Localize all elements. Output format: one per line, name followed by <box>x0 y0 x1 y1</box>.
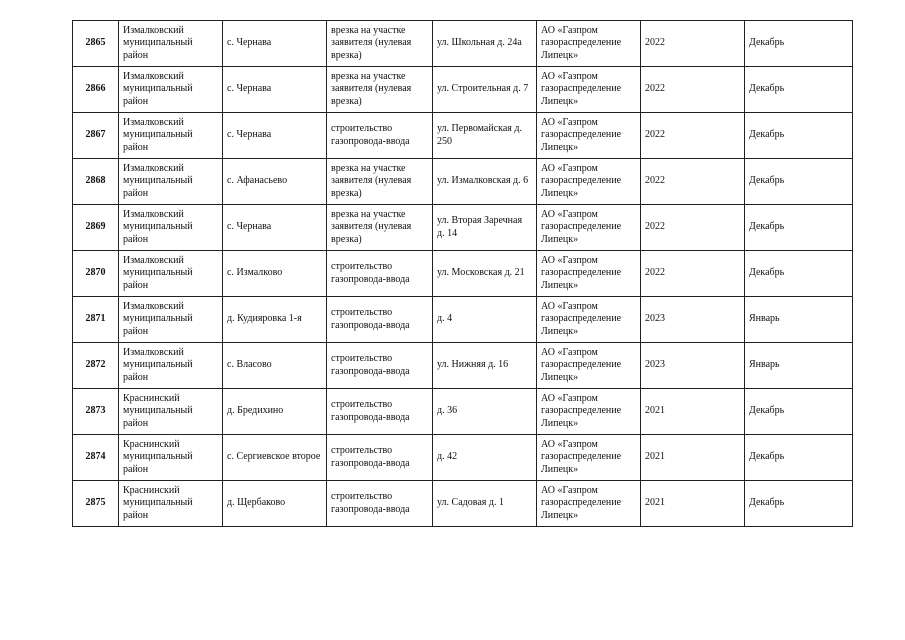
organization-cell: АО «Газпром газораспределение Липецк» <box>537 389 641 435</box>
settlement-cell: д. Щербаково <box>223 481 327 527</box>
month-cell: Декабрь <box>745 159 853 205</box>
address-cell: ул. Измалковская д. 6 <box>433 159 537 205</box>
address-cell: ул. Первомайская д. 250 <box>433 113 537 159</box>
table-row <box>73 251 853 297</box>
organization-cell: АО «Газпром газораспределение Липецк» <box>537 21 641 67</box>
table-row <box>73 297 853 343</box>
row-number-cell: 2867 <box>73 113 119 159</box>
row-number-cell: 2870 <box>73 251 119 297</box>
organization-cell: АО «Газпром газораспределение Липецк» <box>537 67 641 113</box>
table-row <box>73 435 853 481</box>
settlement-cell: д. Бредихино <box>223 389 327 435</box>
month-cell: Декабрь <box>745 205 853 251</box>
table-row <box>73 113 853 159</box>
organization-cell: АО «Газпром газораспределение Липецк» <box>537 113 641 159</box>
district-cell: Измалковский муниципальный район <box>119 251 223 297</box>
row-number-cell: 2875 <box>73 481 119 527</box>
month-cell: Декабрь <box>745 389 853 435</box>
year-cell: 2022 <box>641 251 745 297</box>
month-cell: Декабрь <box>745 21 853 67</box>
district-cell: Измалковский муниципальный район <box>119 67 223 113</box>
table-row <box>73 343 853 389</box>
work-type-cell: врезка на участке заявителя (нулевая врезка) <box>327 205 433 251</box>
year-cell: 2021 <box>641 435 745 481</box>
address-cell: ул. Московская д. 21 <box>433 251 537 297</box>
row-number-cell: 2874 <box>73 435 119 481</box>
table-row <box>73 389 853 435</box>
address-cell: ул. Нижняя д. 16 <box>433 343 537 389</box>
address-cell: д. 4 <box>433 297 537 343</box>
address-cell: ул. Строительная д. 7 <box>433 67 537 113</box>
row-number-cell: 2871 <box>73 297 119 343</box>
table-body <box>73 21 853 527</box>
settlement-cell: с. Афанасьево <box>223 159 327 205</box>
work-type-cell: строительство газопровода-ввода <box>327 435 433 481</box>
month-cell: Декабрь <box>745 251 853 297</box>
work-type-cell: врезка на участке заявителя (нулевая врезка) <box>327 21 433 67</box>
gas-connection-table <box>72 20 853 527</box>
row-number-cell: 2866 <box>73 67 119 113</box>
organization-cell: АО «Газпром газораспределение Липецк» <box>537 159 641 205</box>
row-number-cell: 2865 <box>73 21 119 67</box>
district-cell: Измалковский муниципальный район <box>119 159 223 205</box>
settlement-cell: с. Сергиевское второе <box>223 435 327 481</box>
organization-cell: АО «Газпром газораспределение Липецк» <box>537 435 641 481</box>
district-cell: Измалковский муниципальный район <box>119 21 223 67</box>
work-type-cell: строительство газопровода-ввода <box>327 251 433 297</box>
organization-cell: АО «Газпром газораспределение Липецк» <box>537 343 641 389</box>
table-row <box>73 67 853 113</box>
organization-cell: АО «Газпром газораспределение Липецк» <box>537 251 641 297</box>
work-type-cell: врезка на участке заявителя (нулевая врезка) <box>327 67 433 113</box>
month-cell: Декабрь <box>745 481 853 527</box>
settlement-cell: с. Измалково <box>223 251 327 297</box>
address-cell: д. 42 <box>433 435 537 481</box>
row-number-cell: 2868 <box>73 159 119 205</box>
month-cell: Декабрь <box>745 67 853 113</box>
work-type-cell: строительство газопровода-ввода <box>327 343 433 389</box>
row-number-cell: 2872 <box>73 343 119 389</box>
address-cell: ул. Вторая Заречная д. 14 <box>433 205 537 251</box>
settlement-cell: с. Чернава <box>223 67 327 113</box>
year-cell: 2022 <box>641 205 745 251</box>
year-cell: 2023 <box>641 297 745 343</box>
address-cell: ул. Школьная д. 24а <box>433 21 537 67</box>
month-cell: Январь <box>745 297 853 343</box>
district-cell: Измалковский муниципальный район <box>119 205 223 251</box>
settlement-cell: с. Чернава <box>223 205 327 251</box>
settlement-cell: с. Власово <box>223 343 327 389</box>
table-row <box>73 159 853 205</box>
year-cell: 2021 <box>641 481 745 527</box>
address-cell: ул. Садовая д. 1 <box>433 481 537 527</box>
work-type-cell: строительство газопровода-ввода <box>327 113 433 159</box>
settlement-cell: д. Кудияровка 1-я <box>223 297 327 343</box>
work-type-cell: врезка на участке заявителя (нулевая врезка) <box>327 159 433 205</box>
work-type-cell: строительство газопровода-ввода <box>327 389 433 435</box>
row-number-cell: 2869 <box>73 205 119 251</box>
district-cell: Краснинский муниципальный район <box>119 481 223 527</box>
month-cell: Январь <box>745 343 853 389</box>
year-cell: 2023 <box>641 343 745 389</box>
district-cell: Краснинский муниципальный район <box>119 389 223 435</box>
district-cell: Краснинский муниципальный район <box>119 435 223 481</box>
organization-cell: АО «Газпром газораспределение Липецк» <box>537 481 641 527</box>
month-cell: Декабрь <box>745 113 853 159</box>
month-cell: Декабрь <box>745 435 853 481</box>
row-number-cell: 2873 <box>73 389 119 435</box>
settlement-cell: с. Чернава <box>223 21 327 67</box>
year-cell: 2022 <box>641 113 745 159</box>
year-cell: 2022 <box>641 21 745 67</box>
table-row <box>73 205 853 251</box>
year-cell: 2022 <box>641 159 745 205</box>
table-row <box>73 481 853 527</box>
organization-cell: АО «Газпром газораспределение Липецк» <box>537 205 641 251</box>
organization-cell: АО «Газпром газораспределение Липецк» <box>537 297 641 343</box>
year-cell: 2021 <box>641 389 745 435</box>
district-cell: Измалковский муниципальный район <box>119 113 223 159</box>
table-row <box>73 21 853 67</box>
district-cell: Измалковский муниципальный район <box>119 297 223 343</box>
address-cell: д. 36 <box>433 389 537 435</box>
work-type-cell: строительство газопровода-ввода <box>327 297 433 343</box>
district-cell: Измалковский муниципальный район <box>119 343 223 389</box>
work-type-cell: строительство газопровода-ввода <box>327 481 433 527</box>
settlement-cell: с. Чернава <box>223 113 327 159</box>
year-cell: 2022 <box>641 67 745 113</box>
